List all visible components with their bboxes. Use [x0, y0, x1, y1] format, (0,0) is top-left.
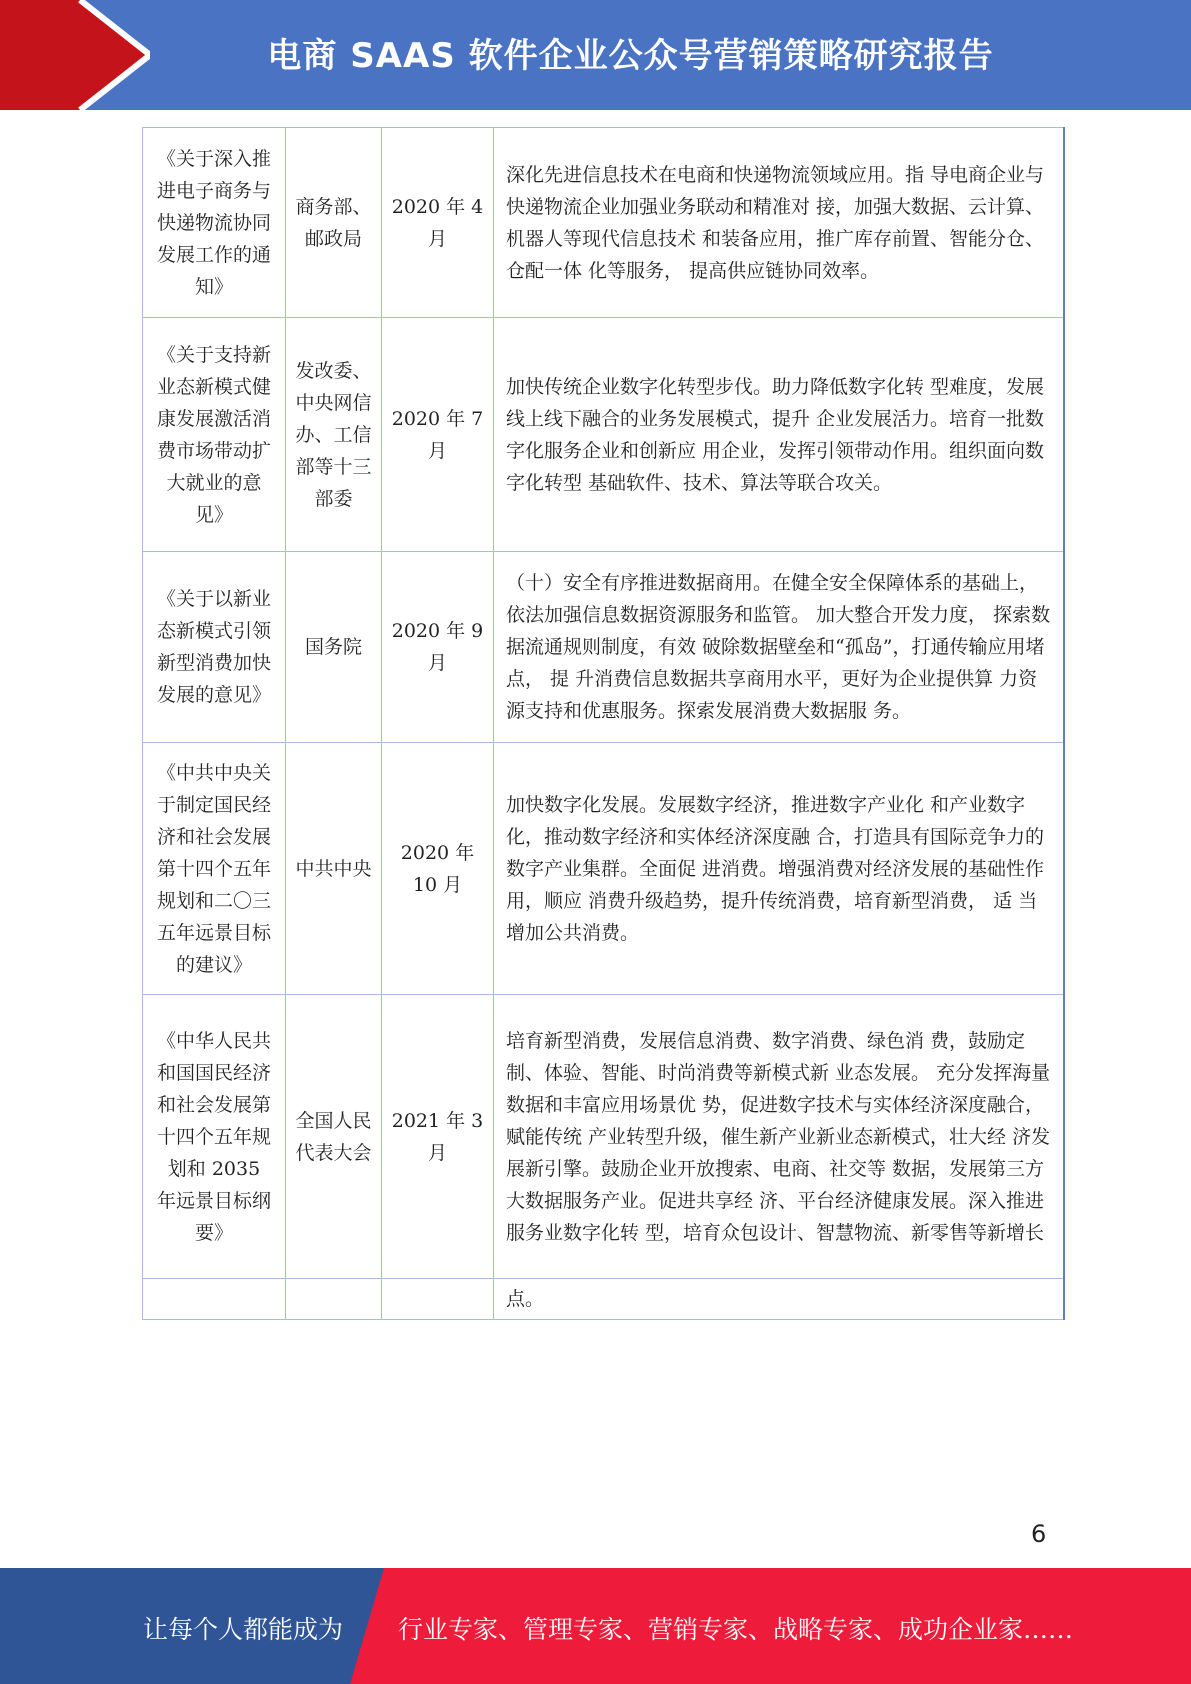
date-cell — [382, 1279, 494, 1320]
content-cell: （十）安全有序推进数据商用。在健全安全保障体系的基础上，依法加强信息数据资源服务和监管。 加大整合开发力度， 探索数据流通规则制度，有效 破除数据壁垒和“孤岛”，打通传输应用堵点， 提 升消费信息数据共享商用水平，更好为企业提供算 力资源支持和优惠服务。探索发展消费大数据服 务。 — [494, 552, 1064, 743]
page-number: 6 — [1031, 1520, 1047, 1548]
department-cell: 全国人民代表大会 — [286, 995, 382, 1279]
department-cell: 中共中央 — [286, 743, 382, 995]
content-cell: 点。 — [494, 1279, 1064, 1320]
department-cell: 商务部、邮政局 — [286, 128, 382, 318]
content-cell: 深化先进信息技术在电商和快递物流领域应用。指 导电商企业与快递物流企业加强业务联动和精准对 接，加强大数据、云计算、机器人等现代信息技术 和装备应用，推广库存前置、智能分仓、仓配一体 化等服务， 提高供应链协同效率。 — [494, 128, 1064, 318]
date-cell: 2020 年 9 月 — [382, 552, 494, 743]
policy-name-cell — [143, 1279, 286, 1320]
policy-name-cell: 《关于深入推进电子商务与快递物流协同发展工作的通知》 — [143, 128, 286, 318]
header-red-arrow — [0, 0, 150, 110]
content-cell: 加快数字化发展。发展数字经济，推进数字产业化 和产业数字化，推动数字经济和实体经济深度融 合，打造具有国际竞争力的数字产业集群。全面促 进消费。增强消费对经济发展的基础性作用，顺应 消费升级趋势，提升传统消费，培育新型消费， 适 当增加公共消费。 — [494, 743, 1064, 995]
table-row — [143, 743, 1064, 995]
policy-name-cell: 《中华人民共和国国民经济和社会发展第十四个五年规划和 2035 年远景目标纲要》 — [143, 995, 286, 1279]
footer-banner — [0, 1568, 1191, 1684]
table-row — [143, 552, 1064, 743]
date-cell: 2021 年 3 月 — [382, 995, 494, 1279]
table-row — [143, 318, 1064, 552]
policy-table — [142, 127, 1065, 1320]
department-cell — [286, 1279, 382, 1320]
policy-name-cell: 《关于以新业态新模式引领新型消费加快发展的意见》 — [143, 552, 286, 743]
table-row — [143, 995, 1064, 1279]
date-cell: 2020 年 7 月 — [382, 318, 494, 552]
department-cell: 国务院 — [286, 552, 382, 743]
date-cell: 2020 年 10 月 — [382, 743, 494, 995]
policy-name-cell: 《关于支持新业态新模式健康发展激活消费市场带动扩大就业的意见》 — [143, 318, 286, 552]
report-title: 电商 SAAS 软件企业公众号营销策略研究报告 — [267, 36, 994, 76]
content-cell: 加快传统企业数字化转型步伐。助力降低数字化转 型难度，发展线上线下融合的业务发展模式，提升 企业发展活力。培育一批数字化服务企业和创新应 用企业，发挥引领带动作用。组织面向数字化转型 基础软件、技术、算法等联合攻关。 — [494, 318, 1064, 552]
table-row — [143, 128, 1064, 318]
department-cell: 发改委、中央网信办、工信部等十三部委 — [286, 318, 382, 552]
footer-slogan-left: 让每个人都能成为 — [143, 1615, 344, 1644]
header-banner — [0, 0, 1191, 110]
date-cell: 2020 年 4 月 — [382, 128, 494, 318]
table-row — [143, 1279, 1064, 1320]
footer-slogan-right: 行业专家、管理专家、营销专家、战略专家、成功企业家…… — [398, 1615, 1074, 1644]
policy-name-cell: 《中共中央关于制定国民经济和社会发展第十四个五年规划和二〇三五年远景目标的建议》 — [143, 743, 286, 995]
content-cell: 培育新型消费，发展信息消费、数字消费、绿色消 费，鼓励定制、体验、智能、时尚消费等新模式新 业态发展。 充分发挥海量数据和丰富应用场景优 势，促进数字技术与实体经济深度融合，赋能传统 产业转型升级，催生新产业新业态新模式，壮大经 济发展新引擎。鼓励企业开放搜索、电商、社交等 数据，发展第三方大数据服务产业。促进共享经 济、平台经济健康发展。深入推进服务业数字化转 型，培育众包设计、智慧物流、新零售等新增长 — [494, 995, 1064, 1279]
